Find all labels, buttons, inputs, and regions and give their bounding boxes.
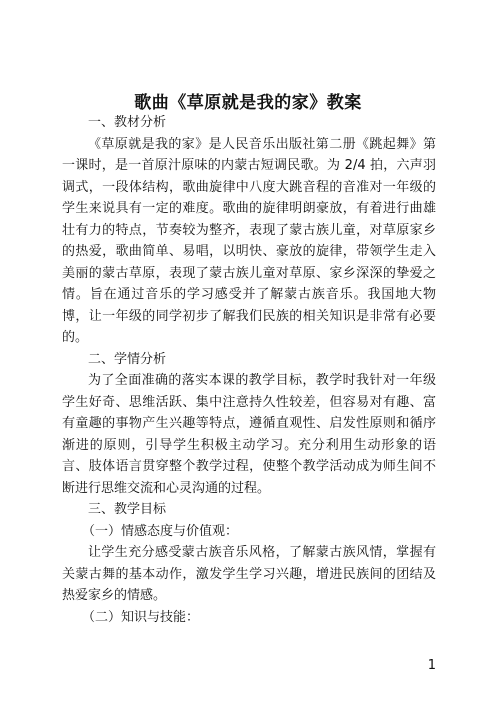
paragraph-attitude-values: 让学生充分感受蒙古族音乐风格，了解蒙古族风情，掌握有关蒙古舞的基本动作，激发学生学习兴趣，增进民族间的团结及热爱家乡的情感。 bbox=[62, 545, 436, 603]
page-number: 1 bbox=[427, 658, 436, 673]
section-heading-teaching-goals: 三、教学目标 bbox=[88, 502, 167, 517]
section-heading-analysis: 一、教材分析 bbox=[88, 115, 167, 130]
document-title: 歌曲《草原就是我的家》教案 bbox=[134, 93, 362, 113]
subheading-attitude-values: （一）情感态度与价值观： bbox=[82, 523, 239, 539]
paragraph-student-analysis: 为了全面准确的落实本课的教学目标，教学时我针对一年级学生好奇、思维活跃、集中注意持久性较差，但容易对有趣、富有童趣的事物产生兴趣等特点，遵循直观性、启发性原则和循序渐进的原则，引导学生积极主动学习。充分利用生动形象的语言、肢体语言贯穿整个教学过程，使整个教学活动成为师生间不断进行思维交流和心灵沟通的过程。 bbox=[62, 373, 436, 496]
paragraph-material-analysis: 《草原就是我的家》是人民音乐出版社第二册《跳起舞》第一课时，是一首原汁原味的内蒙古短调民歌。为 2/4 拍，六声羽调式，一段体结构，歌曲旋律中八度大跳音程的音准对一年级的学生来说具有一定的难度。歌曲的旋律明朗豪放，有着进行曲雄壮有力的特点，节奏较为整齐，表现了蒙古族儿童，对草原家乡的热爱，歌曲简单、易唱，以明快、豪放的旋律，带领学生走入美丽的蒙古草原，表现了蒙古族儿童对草原、家乡深深的挚爱之情。旨在通过音乐的学习感受并了解蒙古族音乐。我国地大物博，让一年级的同学初步了解我们民族的相关知识是非常有必要的。 bbox=[62, 136, 436, 345]
document-body bbox=[62, 112, 436, 628]
subheading-knowledge-skills: （二）知识与技能： bbox=[82, 609, 200, 625]
section-heading-student-analysis: 二、学情分析 bbox=[88, 351, 167, 367]
